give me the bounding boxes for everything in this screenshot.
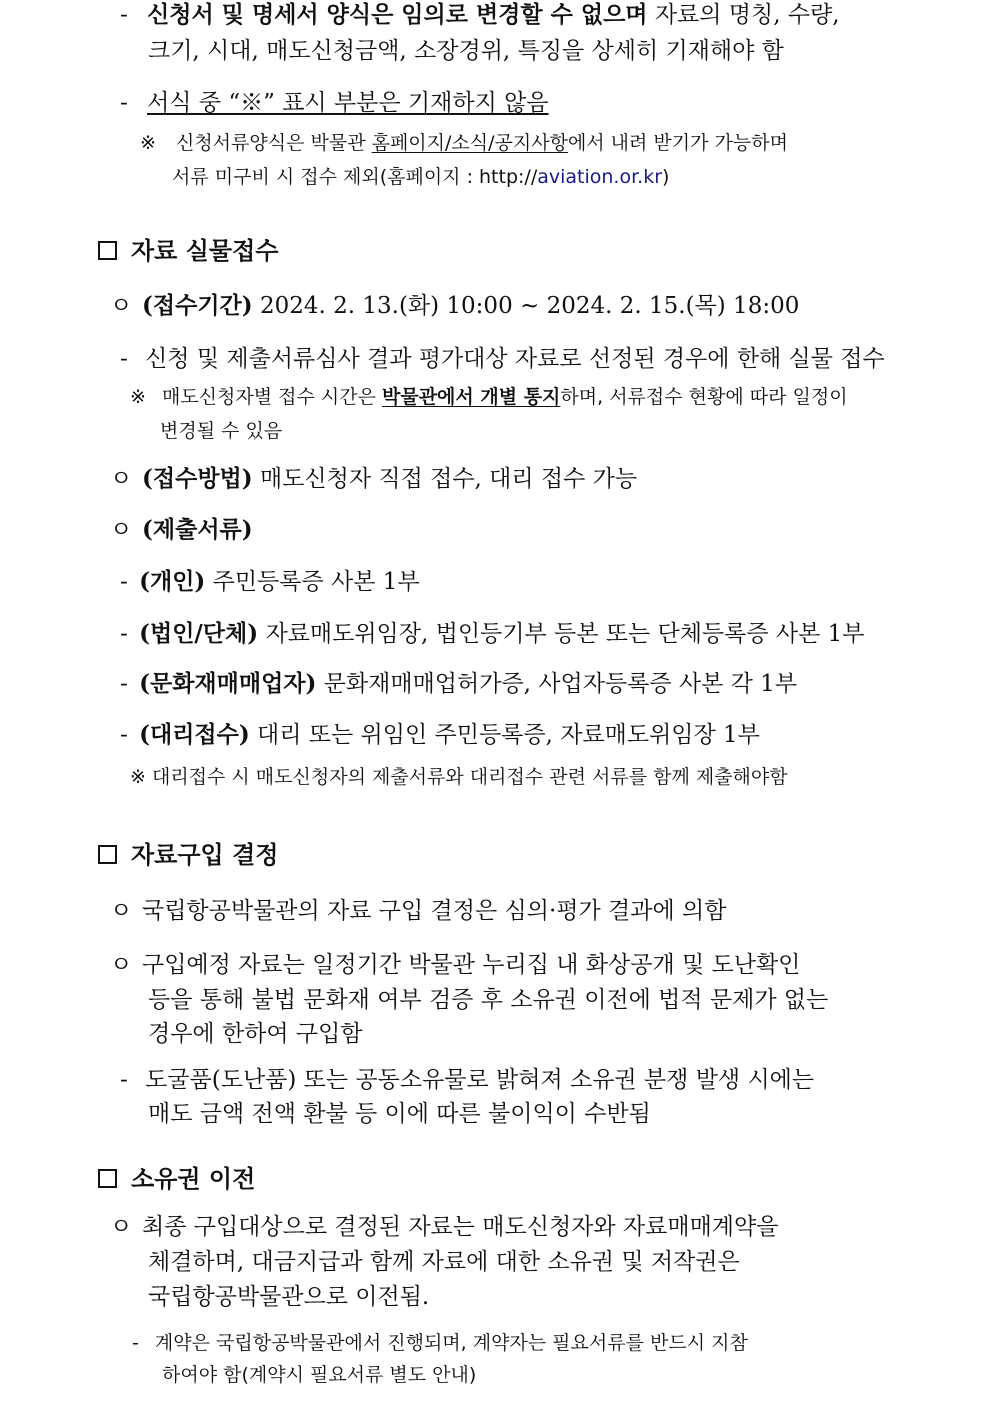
contract-note-line-2: 하여야 함(계약시 필요서류 별도 안내) xyxy=(162,1364,477,1386)
decision-point-2-line-3: 경우에 한하여 구입함 xyxy=(148,1021,363,1047)
proxy-note: ※ 대리접수 시 매도신청자의 제출서류와 대리접수 관련 서류를 함께 제출해야함 xyxy=(130,766,788,788)
homepage-url-link[interactable]: aviation.or.kr xyxy=(537,166,663,188)
intro-line-3: - 서식 중 “※” 표시 부분은 기재하지 않음 xyxy=(120,90,549,116)
form-notice: 서식 중 “※” 표시 부분은 기재하지 않음 xyxy=(147,90,549,116)
section-heading-receipt: 자료 실물접수 xyxy=(98,236,278,266)
transfer-point-line-3: 국립항공박물관으로 이전됨. xyxy=(148,1284,430,1310)
transfer-point-line-2: 체결하며, 대금지급과 함께 자료에 대한 소유권 및 저작권은 xyxy=(148,1249,740,1275)
checkbox-square-icon xyxy=(98,241,117,260)
homepage-path-link[interactable]: 홈페이지/소식/공지사항 xyxy=(371,132,568,154)
intro-line-1: - 신청서 및 명세서 양식은 임의로 변경할 수 없으며 자료의 명칭, 수량, xyxy=(120,1,840,28)
decision-point-2: ㅇ 구입예정 자료는 일정기간 박물관 누리집 내 화상공개 및 도난확인 xyxy=(110,952,801,978)
receipt-period: ㅇ (접수기간) 2024. 2. 13.(화) 10:00 ~ 2024. 2. 15.(목) 18:00 xyxy=(110,292,800,319)
intro-note-1: ※ 신청서류양식은 박물관 홈페이지/소식/공지사항에서 내려 받기가 가능하며 xyxy=(140,132,788,154)
receipt-note-2: 변경될 수 있음 xyxy=(160,420,283,442)
dash: - xyxy=(120,2,128,28)
contract-note: - 계약은 국립항공박물관에서 진행되며, 계약자는 필요서류를 반드시 지참 xyxy=(132,1332,748,1354)
decision-point-2-line-2: 등을 통해 불법 문화재 여부 검증 후 소유권 이전에 법적 문제가 없는 xyxy=(148,987,829,1013)
checkbox-square-icon xyxy=(98,1169,117,1188)
decision-point-1: ㅇ 국립항공박물관의 자료 구입 결정은 심의·평가 결과에 의함 xyxy=(110,898,727,924)
receipt-note-1: ※ 매도신청자별 접수 시간은 박물관에서 개별 통지하며, 서류접수 현황에 따라 일정이 xyxy=(130,386,848,408)
intro-line-2: 크기, 시대, 매도신청금액, 소장경위, 특징을 상세히 기재해야 함 xyxy=(148,38,784,64)
receipt-method: ㅇ (접수방법) 매도신청자 직접 접수, 대리 접수 가능 xyxy=(110,465,638,492)
doc-item-proxy: - (대리접수) 대리 또는 위임인 주민등록증, 자료매도위임장 1부 xyxy=(120,721,760,748)
doc-item-corporation: - (법인/단체) 자료매도위임장, 법인등기부 등본 또는 단체등록증 사본 1부 xyxy=(120,620,865,647)
decision-dash-1: - 도굴품(도난품) 또는 공동소유물로 밝혀져 소유권 분쟁 발생 시에는 xyxy=(120,1067,815,1093)
transfer-point: ㅇ 최종 구입대상으로 결정된 자료는 매도신청자와 자료매매계약을 xyxy=(110,1214,779,1240)
doc-item-dealer: - (문화재매매업자) 문화재매매업허가증, 사업자등록증 사본 각 1부 xyxy=(120,670,798,697)
doc-item-individual: - (개인) 주민등록증 사본 1부 xyxy=(120,568,420,595)
checkbox-square-icon xyxy=(98,845,117,864)
receipt-condition: - 신청 및 제출서류심사 결과 평가대상 자료로 선정된 경우에 한해 실물 접수 xyxy=(120,346,885,372)
section-heading-ownership-transfer: 소유권 이전 xyxy=(98,1164,255,1194)
section-heading-purchase-decision: 자료구입 결정 xyxy=(98,840,278,870)
decision-dash-1-line-2: 매도 금액 전액 환불 등 이에 따른 불이익이 수반됨 xyxy=(148,1101,651,1127)
submission-docs-heading: ㅇ (제출서류) xyxy=(110,516,253,543)
warning-text: 신청서 및 명세서 양식은 임의로 변경할 수 없으며 xyxy=(147,1,648,28)
intro-note-2: 서류 미구비 시 접수 제외(홈페이지 : http://aviation.or.kr) xyxy=(172,166,670,188)
